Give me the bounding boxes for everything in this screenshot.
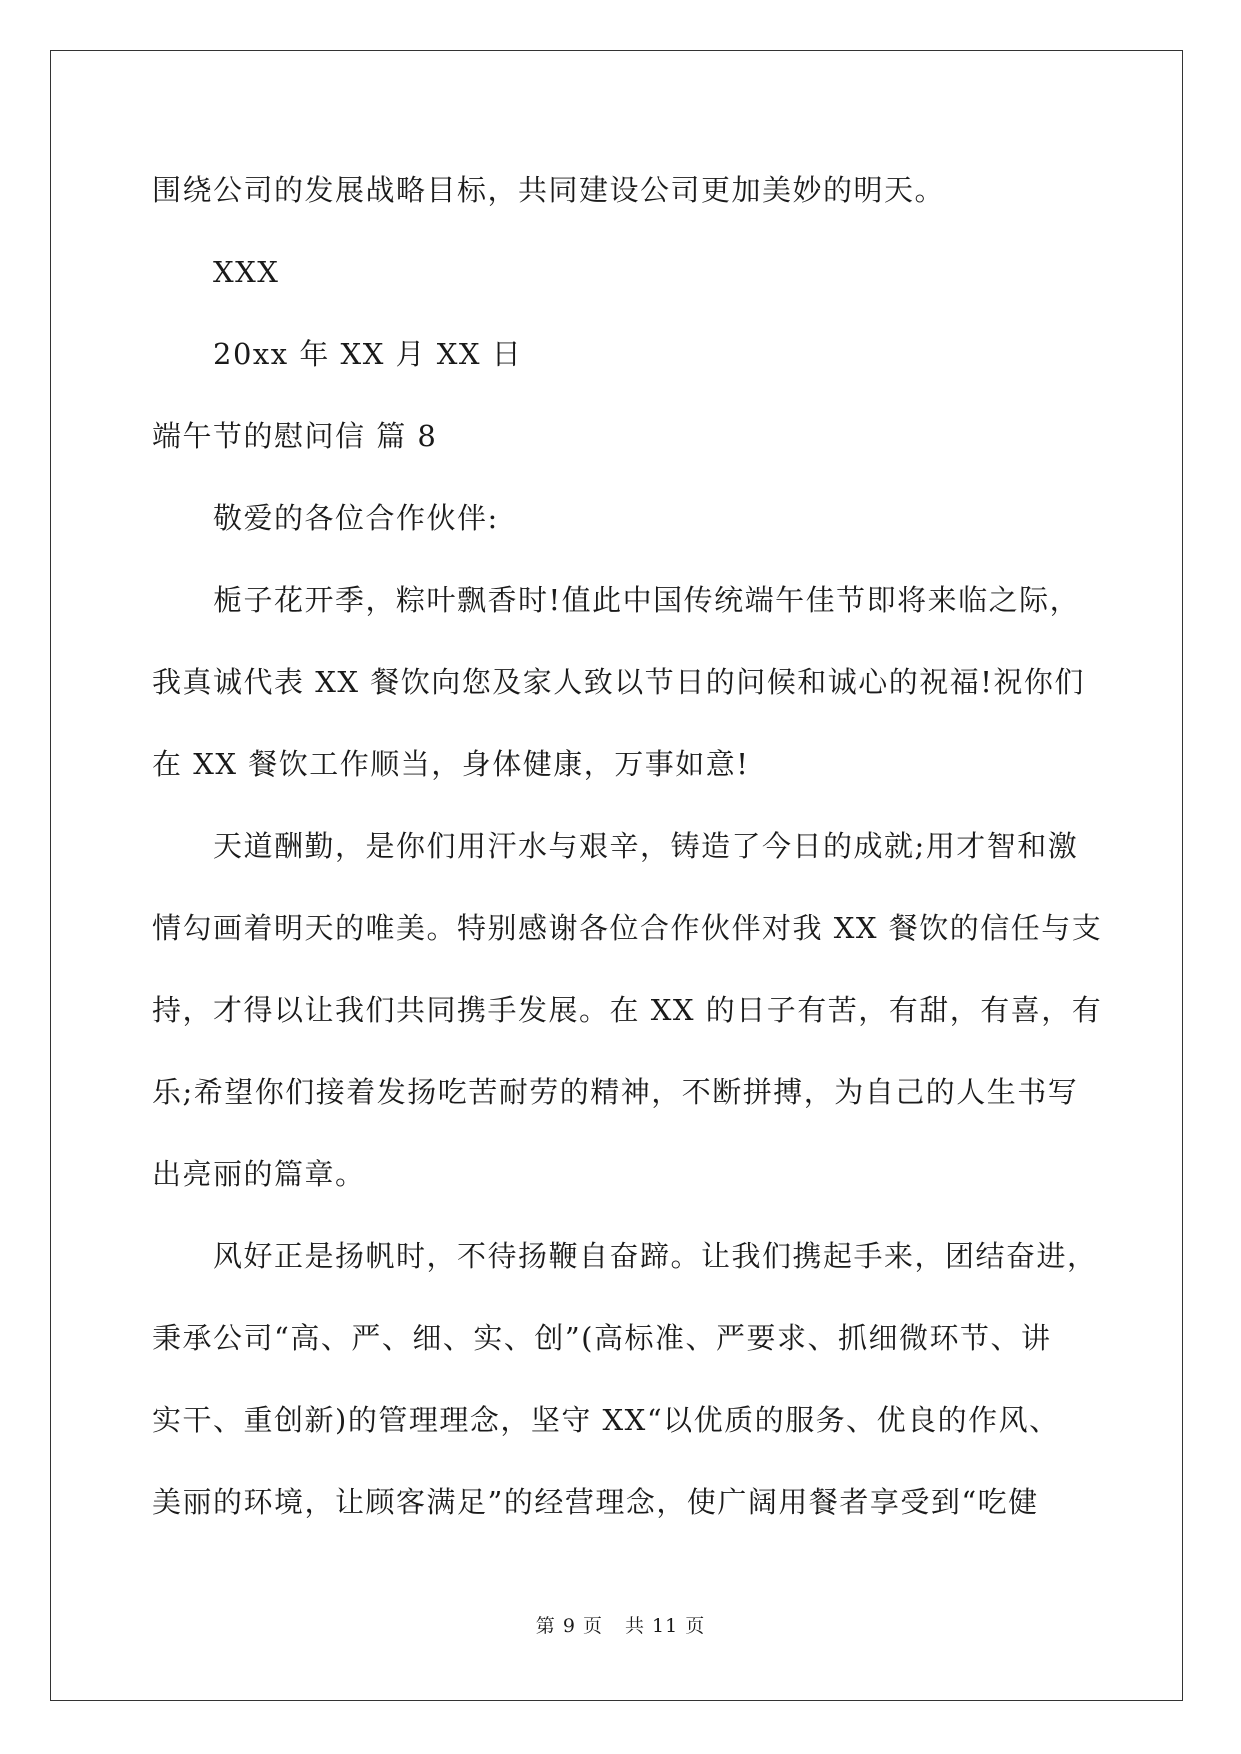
body-text-line: 风好正是扬帆时，不待扬鞭自奋蹄。让我们携起手来，团结奋进， xyxy=(213,1239,1098,1273)
body-text-line: 我真诚代表 XX 餐饮向您及家人致以节日的问候和诚心的祝福!祝你们 xyxy=(152,665,1085,699)
signature-name: XXX xyxy=(213,255,280,289)
body-text-line: 围绕公司的发展战略目标，共同建设公司更加美妙的明天。 xyxy=(152,173,946,207)
body-text-line: 栀子花开季，粽叶飘香时!值此中国传统端午佳节即将来临之际， xyxy=(213,583,1081,617)
body-text-line: 天道酬勤，是你们用汗水与艰辛，铸造了今日的成就;用才智和激 xyxy=(213,829,1079,863)
salutation: 敬爱的各位合作伙伴: xyxy=(213,501,499,535)
body-text-line: 情勾画着明天的唯美。特别感谢各位合作伙伴对我 XX 餐饮的信任与支 xyxy=(152,911,1103,945)
section-heading: 端午节的慰问信 篇 8 xyxy=(152,419,438,453)
body-text-line: 乐;希望你们接着发扬吃苦耐劳的精神，不断拼搏，为自己的人生书写 xyxy=(152,1075,1079,1109)
page-number: 第 9 页 xyxy=(535,1615,603,1637)
page-border xyxy=(50,50,1183,1701)
body-text-line: 在 XX 餐饮工作顺当，身体健康，万事如意! xyxy=(152,747,750,781)
page-total: 共 11 页 xyxy=(624,1615,706,1637)
body-text-line: 美丽的环境，让顾客满足”的经营理念，使广阔用餐者享受到“吃健 xyxy=(152,1485,1039,1519)
signature-date: 20xx 年 XX 月 XX 日 xyxy=(213,337,523,371)
body-text-line: 持，才得以让我们共同携手发展。在 XX 的日子有苦，有甜，有喜，有 xyxy=(152,993,1103,1027)
body-text-line: 实干、重创新)的管理理念，坚守 XX“以优质的服务、优良的作风、 xyxy=(152,1403,1060,1437)
page-footer xyxy=(0,1614,1241,1638)
body-text-line: 出亮丽的篇章。 xyxy=(152,1157,366,1191)
body-text-line: 秉承公司“高、严、细、实、创”(高标准、严要求、抓细微环节、讲 xyxy=(152,1321,1052,1355)
